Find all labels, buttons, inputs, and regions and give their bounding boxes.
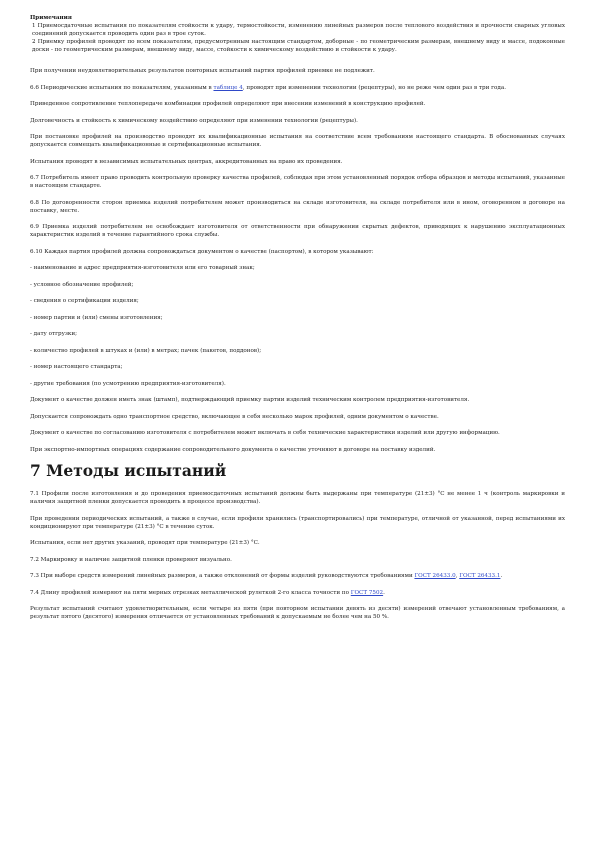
paragraph-7-3 — [30, 572, 565, 580]
note-2: 2 Приемку профилей проводят по всем показателям, предусмотренным настоящим стандартом, доборные - по геометрическим размерам, внешнему виду и массе, подоконные доски - по геометрическим размерам, внешнему виду, массе, стойкости к химическому воздействию и стойкости к удару. — [32, 39, 565, 53]
paragraph-6-6-text-a: 6.6 Периодические испытания по показателям, указанным в — [30, 84, 214, 91]
list-item: - количество профилей в штуках и (или) в метрах; пачек (пакетов, поддонов); — [30, 347, 262, 354]
paragraph-quality-stamp: Документ о качестве должен иметь знак (штамп), подтверждающий приемку партии изделий техническим контролем предприятия-изготовителя. — [30, 397, 470, 403]
paragraph-qualification-tests: При постановке профилей на производство проводят их квалификационные испытания на соответствие всем требованиям настоящего стандарта. В обоснованных случаях допускается совмещать квалификационные и сертификационные испытания. — [30, 134, 565, 148]
link-gost-7502[interactable]: ГОСТ 7502 — [350, 589, 384, 596]
paragraph-7-3-text-a: 7.3 При выборе средств измерений линейных размеров, а также отклонений от формы изделий руководствуются требованиями — [30, 573, 415, 579]
paragraph-7-3-text-b: . — [500, 573, 503, 579]
paragraph-one-vehicle: Допускается сопровождать одно транспортное средство, включающее в себя несколько марок профилей, одним документом о качестве. — [30, 413, 439, 420]
note-1: 1 Приемосдаточные испытания по показателям стойкости к удару, термостойкости, изменению линейных размеров после теплового воздействия и прочности сварных угловых соединений допускается проводить один раз в трое суток. — [32, 23, 565, 37]
paragraph-7-2: 7.2 Маркировку и наличие защитной пленки проверяют визуально. — [30, 556, 232, 563]
paragraph-7-4-text-a: 7.4 Длину профилей измеряют на пяти мерных отрезках металлической рулеткой 2-го класса точности по — [30, 589, 351, 596]
paragraph-6-10: 6.10 Каждая партия профилей должна сопровождаться документом о качестве (паспортом), в котором указывают: — [30, 248, 374, 255]
paragraph-periodic-tests: При проведении периодических испытаний, а также в случае, если профили хранились (транспортировались) при температуре, отличной от указанной, перед испытаниями их кондиционируют при температуре (21±3) °С в течение суток. — [30, 515, 565, 530]
list-item: - другие требования (по усмотрению предприятия-изготовителя). — [30, 380, 226, 387]
paragraph-7-1: 7.1 Профили после изготовления и до проведения приемосдаточных испытаний должны быть выдержаны при температуре (21±3) °С не менее 1 ч (контроль маркировки и наличия защитной пленки допускается проводить в процессе производства). — [30, 491, 565, 505]
paragraph-heat-transfer: Приведенное сопротивление теплопередаче комбинации профилей определяют при внесении изменений в конструкцию профилей. — [30, 101, 426, 107]
list-item: - условное обозначение профилей; — [30, 281, 134, 288]
link-gost-26433-1[interactable]: ГОСТ 26433.1 — [459, 573, 501, 579]
paragraph-export: При экспортно-импортных операциях содержание сопроводительного документа о качестве уточняют в договоре на поставку изделий. — [30, 446, 436, 453]
paragraph-unsatisfactory-results: При получении неудовлетворительных результатов повторных испытаний партия профилей приемке не подлежит. — [30, 68, 375, 74]
list-item: - номер партии и (или) смены изготовления; — [30, 314, 163, 321]
paragraph-6-9: 6.9 Приемка изделий потребителем не освобождает изготовителя от ответственности при обнаружении скрытых дефектов, приводящих к нарушению эксплуатационных характеристик изделий в течение гарантийного срока службы. — [30, 224, 565, 238]
paragraph-6-6-text-b: , проводят при изменении технологии (рецептуры), но не реже чем один раз в три года. — [242, 84, 506, 91]
paragraph-test-centers: Испытания проводят в независимых испытательных центрах, аккредитованных на право их проведения. — [30, 158, 343, 165]
paragraph-7-4-text-b: . — [383, 589, 385, 596]
list-item: - наименование и адрес предприятия-изготовителя или его товарный знак; — [30, 265, 255, 271]
paragraph-6-7: 6.7 Потребитель имеет право проводить контрольную проверку качества профилей, соблюдая при этом установленный порядок отбора образцов и методы испытаний, указанные в настоящем стандарте. — [30, 175, 565, 189]
paragraph-agreement: Документ о качестве по согласованию изготовителя с потребителем может включать в себя технические характеристики изделий или другую информацию. — [30, 430, 500, 436]
paragraph-7-4 — [30, 589, 565, 597]
list-item: - сведения о сертификации изделия; — [30, 298, 139, 304]
paragraph-test-result: Результат испытаний считают удовлетворительным, если четыре из пяти (при повторном испытании девять из десяти) измерений отвечают установленным требованиям, а результат пятого (десятого) измерения отличается от установленных требований к допускаемым не более чем на 50 %. — [30, 606, 565, 620]
paragraph-6-8: 6.8 По договоренности сторон приемка изделий потребителем может производиться на складе изготовителя, на складе потребителя или в ином, оговоренном в договоре на поставку, месте. — [30, 199, 565, 214]
paragraph-durability: Долговечность и стойкость к химическому воздействию определяют при изменении технологии (рецептуры). — [30, 117, 358, 124]
list-item: - номер настоящего стандарта; — [30, 364, 123, 370]
paragraph-7-3-separator: , — [455, 573, 460, 579]
paragraph-test-temperature: Испытания, если нет других указаний, проводят при температуре (21±3) °С. — [30, 540, 260, 546]
link-gost-26433-0[interactable]: ГОСТ 26433.0 — [414, 573, 456, 579]
notes-block — [30, 14, 565, 54]
paragraph-6-6 — [30, 84, 565, 92]
section-7-heading: 7 Методы испытаний — [30, 461, 227, 480]
link-table-4[interactable]: таблице 4 — [213, 84, 243, 91]
notes-heading: Примечания — [30, 15, 72, 21]
list-item: - дату отгрузки; — [30, 331, 78, 337]
